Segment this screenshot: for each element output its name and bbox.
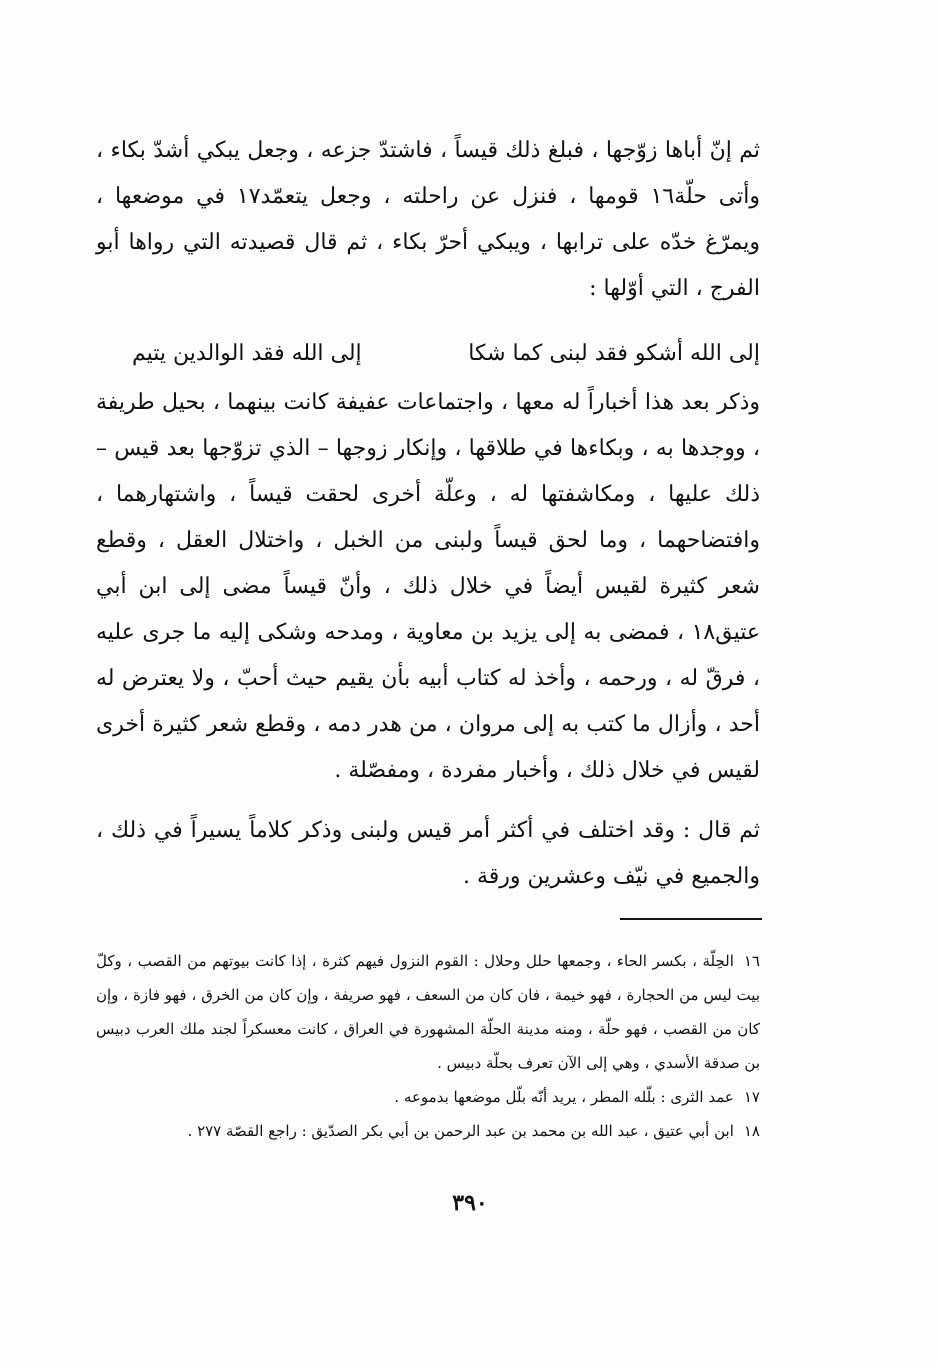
footnote-text: ابن أبي عتيق ، عبد الله بن محمد بن عبد الرحمن بن أبي بكر الصدّيق : راجع القصّة ٢٧٧ . [187, 1122, 734, 1140]
verse-line [96, 332, 760, 376]
paragraph-text: ثم قال : وقد اختلف في أكثر أمر قيس ولبنى وذكر كلاماً يسيراً في ذلك ، والجميع في نيّف وعشرين ورقة . [96, 818, 760, 889]
verse-first-hemistich: إلى الله أشكو فقد لبنى كما شكا [468, 341, 760, 366]
footnote-number: ١٧ [743, 1088, 760, 1106]
footnote-divider [620, 918, 762, 920]
paragraph-closing [96, 808, 760, 900]
page-number: ٣٩٠ [452, 1190, 488, 1216]
footnote-item [96, 1080, 760, 1114]
paragraph-text: ثم إنّ أباها زوّجها ، فبلغ ذلك قيساً ، فاشتدّ جزعه ، وجعل يبكي أشدّ بكاء ، وأتى حلّة١٦ قومها ، فنزل عن راحلته ، وجعل يتعمّد١٧ في موضعها ، ويمرّغ خدّه على ترابها ، ويبكي أحرّ بكاء ، ثم قال قصيدته التي رواها أبو الفرج ، التي أوّلها : [96, 138, 760, 301]
footnote-text: عمد الثرى : بلّله المطر ، يريد أنّه بلّل موضعها بدموعه . [394, 1088, 734, 1106]
paragraph-summary [96, 380, 760, 794]
footnotes [96, 944, 760, 1148]
footnote-number: ١٦ [743, 952, 760, 970]
paragraph-opening [96, 128, 760, 312]
footnote-number: ١٨ [743, 1122, 760, 1140]
paragraph-text: وذكر بعد هذا أخباراً له معها ، واجتماعات عفيفة كانت بينهما ، بحيل طريفة ، ووجدها به ، وبكاءها في طلاقها ، وإنكار زوجها – الذي تزوّجها بعد قيس – ذلك عليها ، ومكاشفتها له ، وعلّة أخرى لحقت قيساً ، واشتهارهما ، وافتضاحهما ، وما لحق قيساً ولبنى من الخبل ، واختلال العقل ، وقطع شعر كثيرة لقيس أيضاً في خلال ذلك ، وأنّ قيساً مضى إلى ابن أبي عتيق١٨ ، فمضى به إلى يزيد بن معاوية ، ومدحه وشكى إليه ما جرى عليه ، فرقّ له ، ورحمه ، وأخذ له كتاب أبيه بأن يقيم حيث أحبّ ، ولا يعترض له أحد ، وأزال ما كتب به إلى مروان ، من هدر دمه ، وقطع شعر كثيرة أخرى لقيس في خلال ذلك ، وأخبار مفردة ، ومفصّلة . [96, 390, 761, 783]
footnote-item [96, 944, 760, 1080]
footnote-text: الحِلّة ، بكسر الحاء ، وجمعها حلل وحلال : القوم النزول فيهم كثرة ، إذا كانت بيوتهم من القصب ، وكلّ بيت ليس من الحجارة ، فهو خيمة ، فان كان من السعف ، فهو صريفة ، وإن كان من الخرق ، فهو فازة ، وإن كان من القصب ، فهو حلّة ، ومنه مدينة الحلّة المشهورة في العراق ، كانت معسكراً لجند ملك العرب دبيس بن صدقة الأسدي ، وهي إلى الآن تعرف بحلّة دبيس . [96, 952, 760, 1072]
footnote-item [96, 1114, 760, 1148]
verse-second-hemistich: إلى الله فقد الوالدين يتيم [132, 341, 362, 366]
